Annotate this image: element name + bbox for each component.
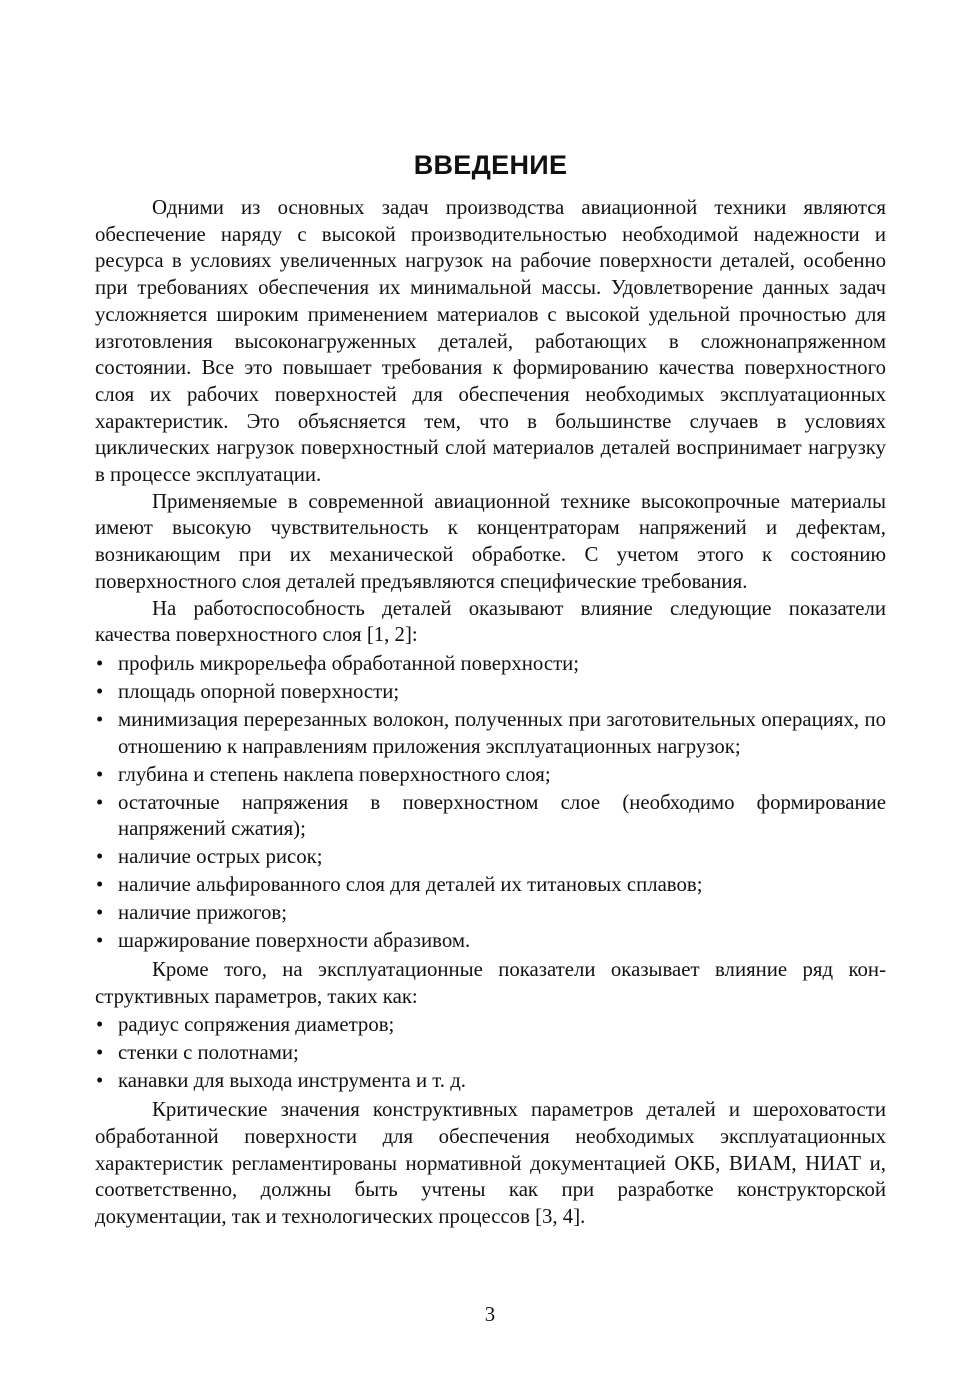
list-item: • наличие прижогов; bbox=[95, 900, 886, 927]
list-item: • наличие острых рисок; bbox=[95, 844, 886, 871]
list-item: • минимизация перерезанных волокон, полученных при заготовительных операциях, по отношению к направлениям приложения эксплуатационных нагрузок; bbox=[95, 707, 886, 760]
list-item: • наличие альфированного слоя для деталей их титановых сплавов; bbox=[95, 872, 886, 899]
paragraph-conclusion: Критические значения конструктивных параметров деталей и шероховатости обработанной поверхности для обеспечения необходимых эксплуатационных характеристик регламентированы нормативной документацией ОКБ, ВИАМ, НИАТ и, соответственно, должны быть учтены как при разработке конструкторской документации, так и технологических процессов [3, 4]. bbox=[95, 1098, 886, 1228]
list-item: • глубина и степень наклепа поверхностного слоя; bbox=[95, 762, 886, 789]
list-item: • радиус сопряжения диаметров; bbox=[95, 1012, 886, 1039]
list-item: • остаточные напряжения в поверхностном слое (необходимо формирование напряжений сжатия); bbox=[95, 790, 886, 843]
list-item: • стенки с полотнами; bbox=[95, 1040, 886, 1067]
page-title: ВВЕДЕНИЕ bbox=[413, 150, 568, 180]
page-content bbox=[95, 150, 886, 1231]
design-parameters-list bbox=[95, 1012, 886, 1095]
paragraph-intro: Одними из основных задач производства авиационной техники являются обеспечение наряду с высокой производительностью необходимой надежности и ресурса в условиях увеличенных нагрузок на рабочие поверхности деталей, особенно при требованиях обеспечения их минимальной массы. Удовлетворение данных задач усложняется широким применением материалов с высокой удельной прочностью для изготовления высоконагруженных деталей, работающих в сложнонапряженном состоянии. Все это повышает требования к формированию качества поверхностного слоя их рабочих поверхностей для обеспечения необходимых эксплуатационных характеристик. Это объясняется тем, что в большинстве случаев в условиях циклических нагрузок поверхностный слой материалов деталей воспринимает нагрузку в процессе эксплуатации. bbox=[95, 196, 886, 487]
list-item: • площадь опорной поверхности; bbox=[95, 679, 886, 706]
paragraph-materials: Применяемые в современной авиационной технике высокопрочные материалы имеют высокую чувствительность к концентраторам напряжений и дефектам, возникающим при их механической обработке. С учетом этого к состоянию поверхностного слоя деталей предъявляются специфические требования. bbox=[95, 489, 886, 593]
list-item: • канавки для выхода инструмента и т. д. bbox=[95, 1068, 886, 1095]
quality-indicators-list bbox=[95, 651, 886, 955]
paragraph-design-lead: Кроме того, на эксплуатационные показатели оказывает влияние ряд конструктивных параметров, таких как: bbox=[95, 958, 886, 1008]
paragraph-indicators-lead: На работоспособность деталей оказывают влияние следующие показатели качества поверхностного слоя [1, 2]: bbox=[95, 596, 886, 647]
list-item: • профиль микрорельефа обработанной поверхности; bbox=[95, 651, 886, 678]
list-item: • шаржирование поверхности абразивом. bbox=[95, 928, 886, 955]
page-number: 3 bbox=[484, 1303, 496, 1326]
